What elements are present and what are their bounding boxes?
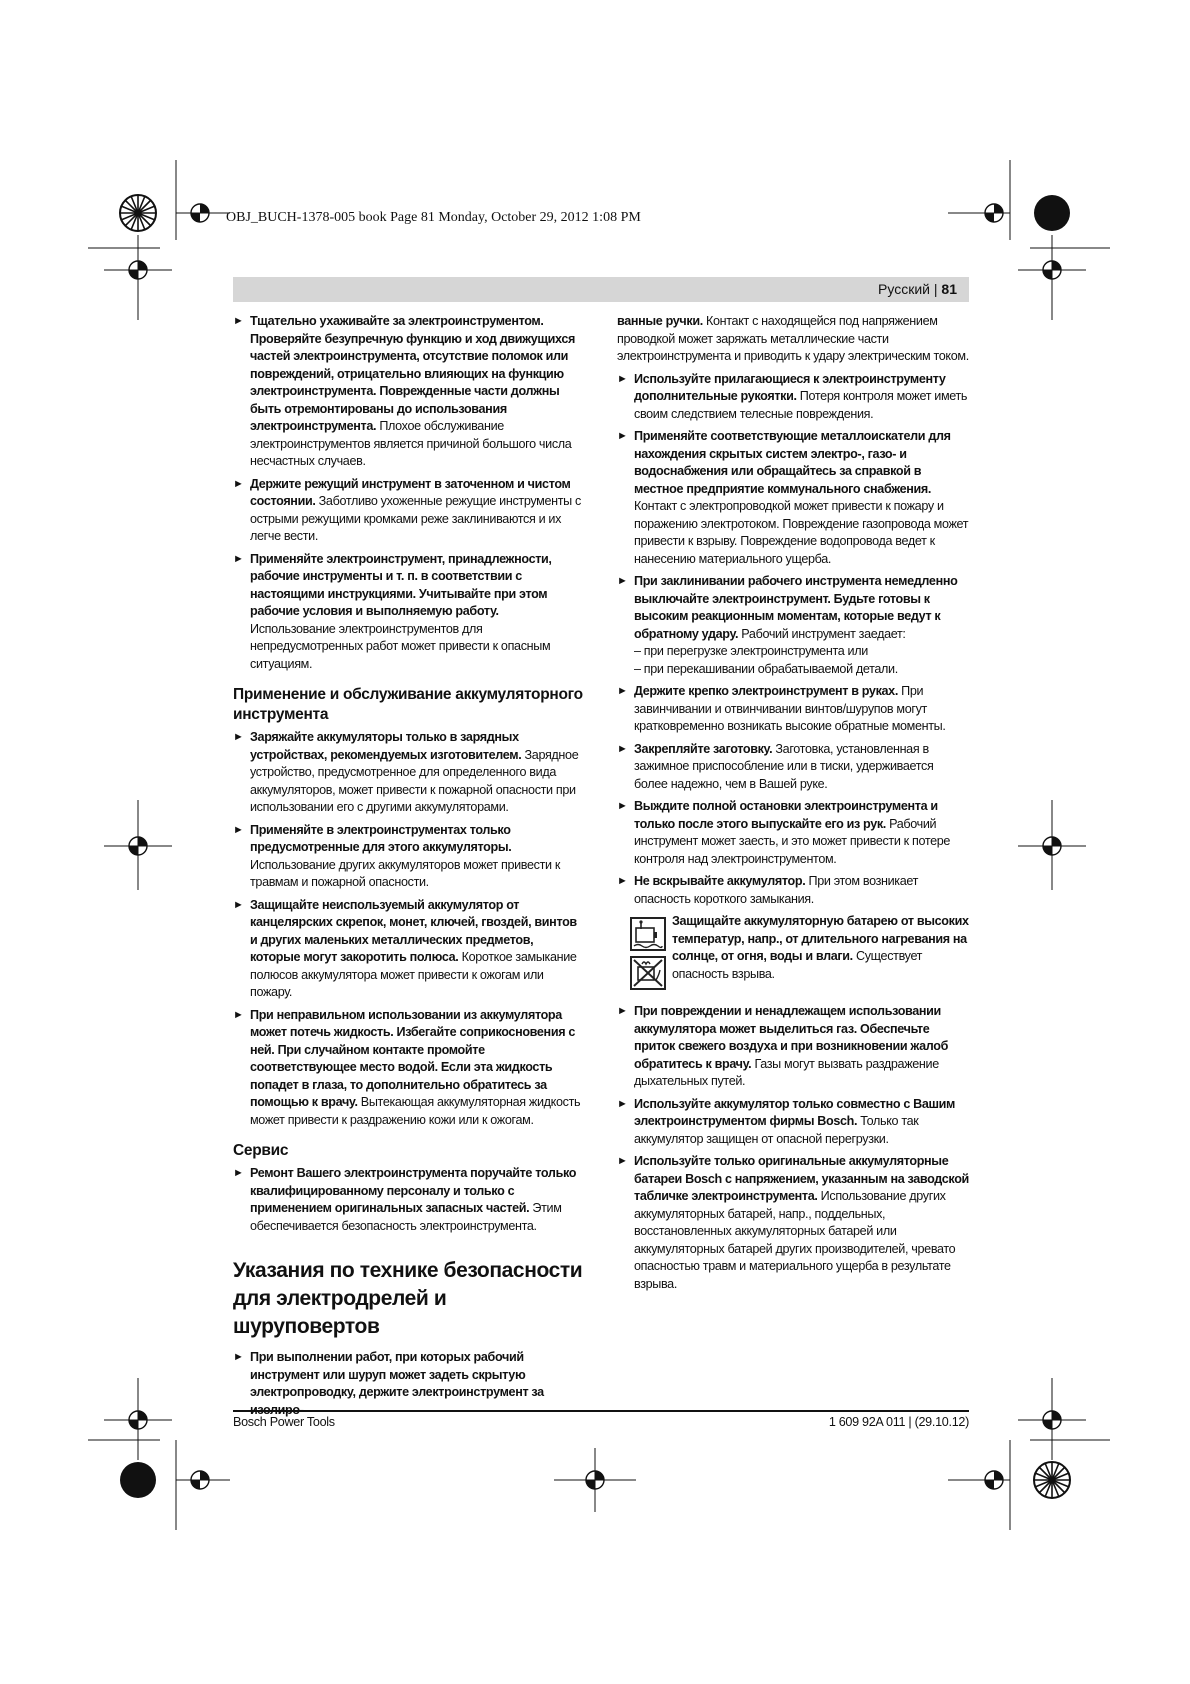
list-item: ► Выждите полной остановки электроинструмента и только после этого выпускайте его из рук. Рабочий инструмент может заесть, и это может привести к потере контроля над электроинструментом.: [617, 799, 951, 866]
section-heading-service: Сервис: [233, 1142, 289, 1159]
bullet-triangle-icon: ►: [233, 823, 244, 836]
thermometer-battery-icon: [630, 917, 666, 951]
warning-icons: [630, 917, 666, 995]
list-item: ► Применяйте электроинструмент, принадлежности, рабочие инструменты и т. п. в соответствии с настоящими инструкциями. Учитывайте при этом рабочие условия и выполняемую работу. Использование электроинструментов для непредусмотренных работ может привести к опасным ситуациям.: [233, 551, 552, 671]
bullet-triangle-icon: ►: [617, 1005, 628, 1017]
list-item: ► Тщательно ухаживайте за электроинструментом. Проверяйте безупречную функцию и ход движущихся частей электроинструмента, отсутствие поломок или повреждений, отрицательно влияющих на функцию электроинструмента. Поврежденные части должны быть отремонтированы до использования электроинструмента. Плохое обслуживание электроинструментов является причиной большого числа несчастных случаев.: [233, 314, 576, 468]
bullet-triangle-icon: ►: [233, 1008, 244, 1021]
page-header: [878, 281, 957, 297]
footer-brand: Bosch Power Tools: [233, 1415, 335, 1429]
section-heading-battery: Применение и обслуживание аккумуляторного инструмента: [233, 686, 583, 723]
print-slug-line: OBJ_BUCH-1378-005 book Page 81 Monday, October 29, 2012 1:08 PM: [226, 210, 641, 225]
list-item: ► При выполнении работ, при которых рабочий инструмент или шуруп может задеть скрытую электропроводку, держите электроинструмент за: [233, 1350, 544, 1399]
header-separator: |: [930, 281, 942, 297]
list-item: ► Держите режущий инструмент в заточенном и чистом состоянии. Заботливо ухоженные режущие инструменты с острыми режущими кромками реже заклиниваются и их легче вести.: [233, 476, 581, 543]
page-number: 81: [941, 281, 957, 297]
bullet-triangle-icon: ►: [617, 1097, 628, 1110]
bullet-triangle-icon: ►: [233, 1167, 244, 1179]
list-item: ► Заряжайте аккумуляторы только в зарядных устройствах, рекомендуемых изготовителем. Зарядное устройство, предусмотренное для определенного вида аккумуляторов, может привести к пожарной опасности при использовании его с другими аккумуляторами.: [233, 730, 579, 814]
bullet-triangle-icon: ►: [617, 1155, 628, 1167]
list-item: ► Закрепляйте заготовку. Заготовка, установленная в зажимное приспособление или в тиски, удерживается более надежно, чем в Вашей руке.: [617, 741, 934, 791]
list-item: ► Используйте только оригинальные аккумуляторные батареи Bosch с напряжением, указанным на заводской табличке электроинструмента. Использование других аккумуляторных батарей, напр., поддельных, восстановленных аккумуляторных батарей или аккумуляторных батарей других производителей, чревато опасностью травм и материального ущерба в результате взрыва.: [617, 1154, 969, 1291]
bullet-triangle-icon: ►: [617, 875, 628, 887]
bullet-triangle-icon: ►: [233, 1351, 244, 1363]
list-item: ► При повреждении и ненадлежащем использовании аккумулятора может выделиться газ. Обеспечьте приток свежего воздуха и при возникновении жалоб обратитесь к врачу. Газы могут вызвать раздражение дыхательных путей.: [617, 1004, 949, 1088]
bullet-triangle-icon: ►: [617, 685, 628, 697]
bullet-triangle-icon: ►: [233, 315, 244, 327]
list-item: ► Применяйте в электроинструментах только предусмотренные для этого аккумуляторы. Использование других аккумуляторов может привести к травмам и пожарной опасности.: [233, 822, 561, 889]
bullet-triangle-icon: ►: [233, 731, 244, 743]
list-item: ► Используйте прилагающиеся к электроинструменту дополнительные рукоятки. Потеря контроля может иметь своим следствием телесные повреждения.: [617, 371, 968, 421]
list-item-jamming: ► При заклинивании рабочего инструмента немедленно выключайте электроинструмент. Будьте готовы к высоким реакционным моментам, которые ведут к обратному удару. Рабочий инструмент заедает: – при перегрузке электроинструмента или – при перекашивании обрабатываемой детали.: [617, 573, 969, 678]
bullet-triangle-icon: ►: [617, 575, 628, 587]
continued-paragraph: ванные ручки. Контакт с находящейся под напряжением проводкой может заряжать металлические части электроинструмента и приводить к удару электрическим током.: [617, 314, 969, 363]
bullet-triangle-icon: ►: [233, 898, 244, 911]
battery-warning-block: Защищайте аккумуляторную батарею от высоких температур, напр., от длительного нагревания на солнце, от огня, воды и влаги. Существует опасность взрыва.: [617, 913, 969, 995]
list-item: ► Используйте аккумулятор только совместно с Вашим электроинструментом фирмы Bosch. Только так аккумулятор защищен от опасной перегрузки.: [617, 1096, 956, 1146]
list-item: ► Защищайте неиспользуемый аккумулятор от канцелярских скрепок, монет, ключей, гвоздей, винтов и других маленьких металлических предметов, которые могут закоротить полюса. Короткое замыкание полюсов аккумулятора может привести к ожогам или пожару.: [233, 897, 577, 999]
right-column: [617, 313, 969, 1298]
bullet-triangle-icon: ►: [617, 430, 628, 442]
footer-rule: [233, 1410, 969, 1412]
bullet-triangle-icon: ►: [617, 372, 628, 385]
left-column: [233, 313, 585, 1424]
section-heading-safety: Указания по технике безопасности для электродрелей и шуруповертов: [233, 1259, 583, 1338]
dash-list-item: – при перекашивании обрабатываемой детали.: [634, 661, 898, 676]
page-header-bar: [233, 277, 969, 302]
header-language: Русский: [878, 281, 930, 297]
list-item: ► Ремонт Вашего электроинструмента поручайте только квалифицированному персоналу и только с применением оригинальных запасных частей. Этим обеспечивается безопасность электроинструмента.: [233, 1166, 577, 1233]
bullet-triangle-icon: ►: [617, 742, 628, 755]
footer-doc-number: 1 609 92A 011 | (29.10.12): [828, 1415, 969, 1429]
dash-list-item: – при перегрузке электроинструмента или: [634, 644, 868, 658]
bullet-triangle-icon: ►: [233, 552, 244, 565]
list-item: ► Не вскрывайте аккумулятор. При этом возникает опасность короткого замыкания.: [617, 874, 919, 906]
list-item: ► Применяйте соответствующие металлоискатели для нахождения скрытых систем электро-, газо- и водоснабжения или обращайтесь за справкой в местное предприятие коммунального снабжения. Контакт с электропроводкой может привести к пожару и поражению электротоком. Повреждение газопровода может привести к взрыву. Повреждение водопровода ведет к нанесению материального ущерба.: [617, 429, 969, 566]
no-water-fire-icon: [630, 956, 666, 990]
bullet-triangle-icon: ►: [233, 477, 244, 490]
list-item: ► Держите крепко электроинструмент в руках. При завинчивании и отвинчивании винтов/шурупов могут кратковременно возникать высокие обратные моменты.: [617, 684, 946, 733]
bullet-triangle-icon: ►: [617, 800, 628, 812]
list-item: ► При неправильном использовании из аккумулятора может потечь жидкость. Избегайте соприкосновения с ней. При случайном контакте промойте соответствующее место водой. Если эта жидкость попадет в глаза, то дополнительно обратитесь за помощью к врачу. Вытекающая аккумуляторная жидкость может привести к раздражению кожи или к ожогам.: [233, 1007, 581, 1127]
